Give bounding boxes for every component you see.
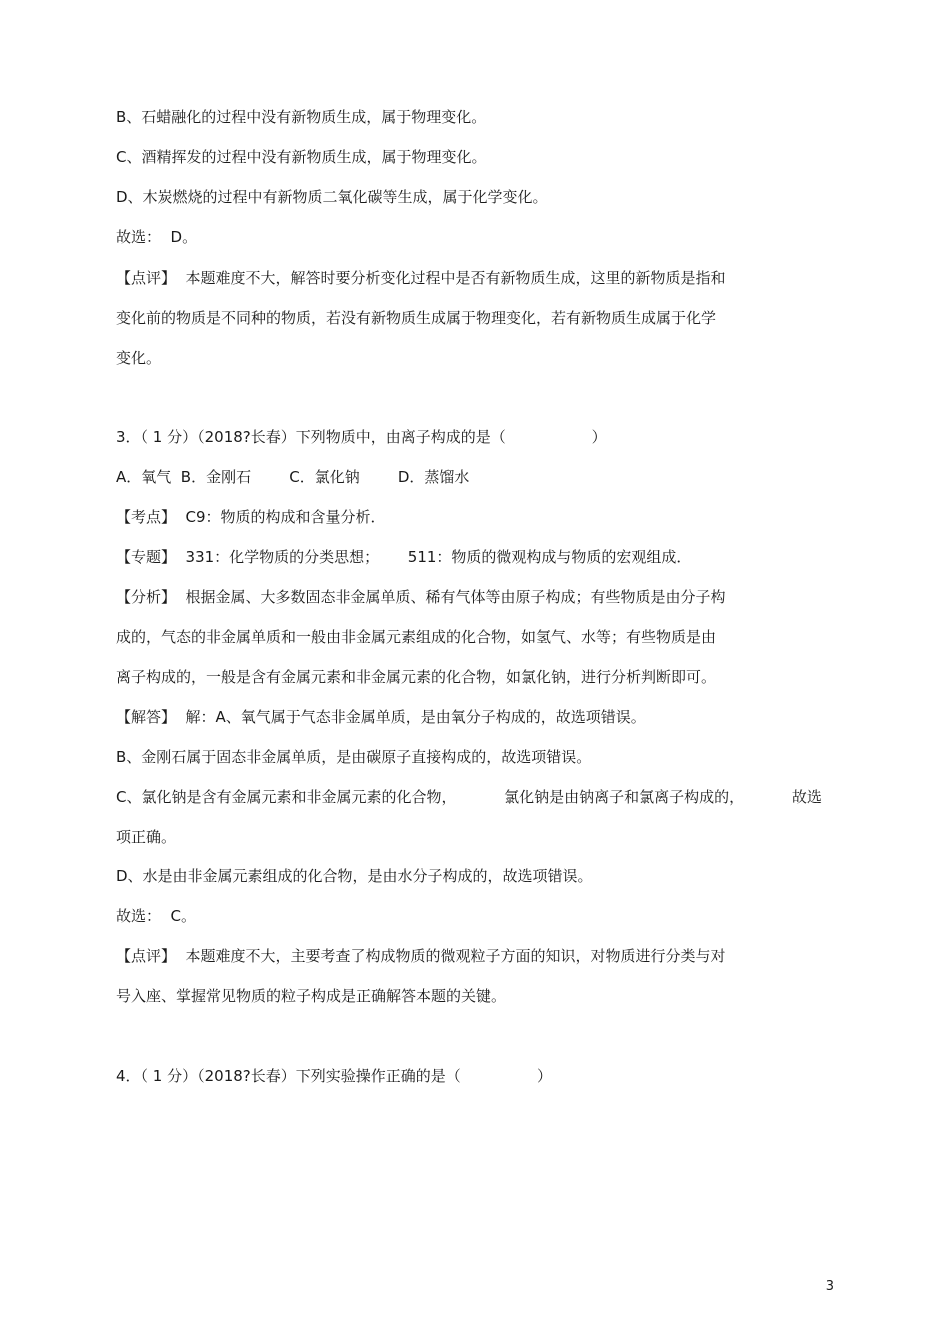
page-number: 3 xyxy=(825,1279,834,1294)
comment-line: 变化。 xyxy=(116,349,162,367)
comment-line: 【点评】 本题难度不大，解答时要分析变化过程中是否有新物质生成，这里的新物质是指和 xyxy=(116,269,726,287)
option-b-explanation: B、石蜡融化的过程中没有新物质生成，属于物理变化。 xyxy=(116,108,487,126)
analysis-line: 离子构成的，一般是含有金属元素和非金属元素的化合物，如氯化钠，进行分析判断即可。 xyxy=(116,668,717,686)
knowledge-point: 【考点】 C9：物质的构成和含量分析． xyxy=(116,508,386,526)
solution-line: C、氯化钠是含有金属元素和非金属元素的化合物， 氯化钠是由钠离子和氯离子构成的， 故选 xyxy=(116,788,822,806)
answer-line: 故选： C。 xyxy=(116,907,197,925)
option-c-explanation: C、酒精挥发的过程中没有新物质生成，属于物理变化。 xyxy=(116,148,487,166)
comment-line: 变化前的物质是不同种的物质，若没有新物质生成属于物理变化，若有新物质生成属于化学 xyxy=(116,309,717,327)
question-4-stem: 4．（ 1 分）（2018?长春）下列实验操作正确的是（ ） xyxy=(116,1067,553,1085)
analysis-line: 成的，气态的非金属单质和一般由非金属元素组成的化合物，如氢气、水等；有些物质是由 xyxy=(116,628,717,646)
topic-line: 【专题】 331：化学物质的分类思想； 511：物质的微观构成与物质的宏观组成． xyxy=(116,548,692,566)
solution-line: D、水是由非金属元素组成的化合物，是由水分子构成的，故选项错误。 xyxy=(116,867,593,885)
answer-line: 故选： D。 xyxy=(116,228,198,246)
comment-line: 号入座、掌握常见物质的粒子构成是正确解答本题的关键。 xyxy=(116,987,507,1005)
solution-line: 项正确。 xyxy=(116,828,177,846)
solution-line: B、金刚石属于固态非金属单质，是由碳原子直接构成的，故选项错误。 xyxy=(116,748,592,766)
analysis-line: 【分析】 根据金属、大多数固态非金属单质、稀有气体等由原子构成；有些物质是由分子构 xyxy=(116,588,726,606)
option-d-explanation: D、木炭燃烧的过程中有新物质二氧化碳等生成，属于化学变化。 xyxy=(116,188,548,206)
solution-line: 【解答】 解：A、氧气属于气态非金属单质，是由氧分子构成的，故选项错误。 xyxy=(116,708,646,726)
question-3-options: A．氧气 B．金刚石 C．氯化钠 D．蒸馏水 xyxy=(116,468,470,486)
comment-line: 【点评】 本题难度不大，主要考查了构成物质的微观粒子方面的知识，对物质进行分类与对 xyxy=(116,947,726,965)
question-3-stem: 3．（ 1 分）（2018?长春）下列物质中，由离子构成的是（ ） xyxy=(116,428,607,446)
